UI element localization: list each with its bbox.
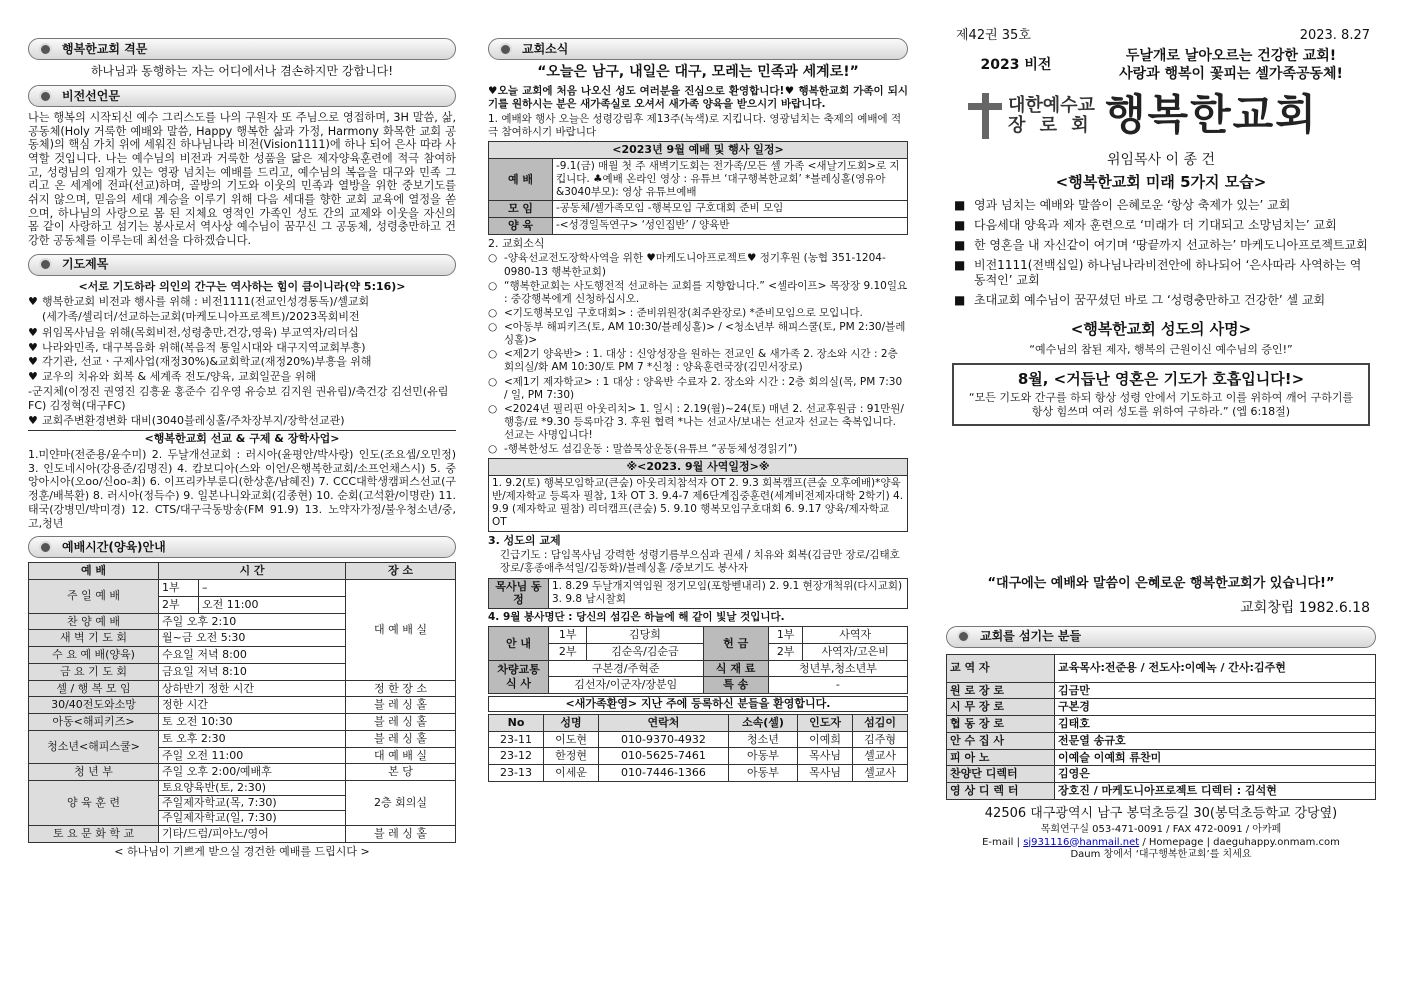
newcomer-col: 소속(셀) — [728, 714, 797, 731]
founded-date: 교회창립 1982.6.18 — [1240, 600, 1370, 616]
homepage: / Homepage | daeguhappy.onmam.com — [1142, 836, 1340, 848]
newcomer-table — [488, 714, 908, 782]
volume-number: 제42권 35호 — [956, 28, 1031, 43]
table-row: 주 일 예 배 1부 – 대 예 배 실 — [29, 580, 456, 597]
table-row: 영 상 디 렉 터 장호진 / 마케도니아프로젝트 디렉터 : 김석현 — [947, 783, 1376, 800]
item-news: 2. 교회소식 — [488, 236, 545, 250]
table-row: 청 년 부 주일 오후 2:00/예배후 본 당 — [29, 764, 456, 781]
table-row: 새 벽 기 도 회 월~금 오전 5:30 — [29, 630, 456, 647]
worship-col: 장 소 — [346, 563, 456, 580]
table-row: 모 임 -공동체/셀가족모임 -행복모임 구호대회 준비 모임 — [489, 201, 908, 218]
daum-search: Daum 창에서 ‘대구행복한교회’를 치세요 — [1070, 849, 1252, 860]
left-column — [28, 38, 456, 861]
table-row: 주일제자학교(일, 7:30) — [29, 811, 456, 826]
newcomer-col: 인도자 — [798, 714, 853, 731]
phone: 목회연구실 053-471-0091 / FAX 472-0091 / 아카페 — [1040, 824, 1282, 835]
prayer-item: -군지체(이정진 권영진 김흥윤 홍준수 김우영 유승보 김지원 권유림)/축건강 김선민(유림FC) 김정혁(대구FC) — [28, 384, 449, 412]
table-row: 양 육 훈 련 토요양육반(토, 2:30) 2층 회의실 — [29, 781, 456, 796]
table-row: 23-11 이도현 010-9370-4932 청소년 이예희 김주형 — [489, 731, 908, 748]
table-row: 주일제자학교(목, 7:30) — [29, 796, 456, 811]
table-row: 예 배 -9.1(금) 매월 첫 주 새벽기도회는 전가족/모든 셀 가족 <새날기도회>로 지킵니다. ♣예배 온라인 영상 : 유튜브 ‘대구행복한교회’ *블레싱홀(영유아&3040부모): 영상 유튜브예배 — [489, 158, 908, 200]
address: 42506 대구광역시 남구 봉덕초등길 30(봉덕초등학교 강당옆) — [984, 805, 1338, 821]
prayer-item: ♥ 위임목사님을 위해(목회비전,성령충만,건강,영육) 부교역자/리더십 — [28, 326, 456, 340]
table-row: 원 로 장 로 김금만 — [947, 682, 1376, 699]
servers-table — [946, 654, 1376, 800]
list-item: ○ “행복한교회는 사도행전적 선교하는 교회를 지향합니다.” <셀라이프> 목장장 9.10일요 : 중강행복에게 신청하십시오. — [488, 280, 908, 306]
item-service: 4. 9월 봉사명단 : 당신의 섬김은 하늘에 해 같이 빛날 것입니다. — [488, 611, 785, 623]
item-worship: 1. 예배와 행사 오늘은 성령강림후 제13주(녹색)로 지킵니다. 영광넘치는 축제의 예배에 적극 참여하시기 바랍니다 — [488, 112, 902, 138]
fellowship-text: 긴급기도 : 담임목사님 강력한 성령기름부으심과 권세 / 치유와 회복(김금만 장로/김태호장로/홍종애추석일/김동화)/블레싱홀 /중보기도 봉사자 — [500, 549, 900, 575]
future-list — [946, 198, 1376, 308]
table-row: 찬양단 디렉터 김영은 — [947, 766, 1376, 783]
section-header-news: 교회소식 — [488, 38, 908, 60]
newcomer-col: 연락처 — [599, 714, 729, 731]
prayer-item: ♥ 교회주변환경변화 대비(3040블레싱홀/주차장부지/장학선교관) — [28, 414, 456, 428]
newcomer-col: 섬김이 — [853, 714, 908, 731]
list-item: ○ <기도행복모임 구호대회> : 준비위원장(최주완장로) *준비모임으로 모입니다. — [488, 307, 908, 320]
denomination-line1: 대한예수교 — [1008, 94, 1095, 116]
schedule-title: <2023년 9월 예배 및 행사 일정> — [489, 142, 908, 159]
issue-date: 2023. 8.27 — [1299, 28, 1370, 43]
table-row: 수 요 예 배(양육) 수요일 저녁 8:00 — [29, 647, 456, 664]
list-item: ○ <2024년 필리핀 아웃리치> 1. 일시 : 2.19(월)~24(토) 매년 2. 선교후원금 : 91만원/행흥/료 *9.30 등록마감 3. 후원 협력 *나는 선교사/보내는 선교자 선교는 축복입니다. 선교는 사명입니다! — [488, 403, 908, 442]
section-header-vision: 비전선언문 — [28, 85, 456, 107]
table-row: 양 육 -<성경일독연구> ‘성인집반’ / 양육반 — [489, 217, 908, 234]
prayer-item: ♥ 각기관, 선교ㆍ구제사업(재정30%)&교회학교(재정20%)부흥을 위해 — [28, 355, 456, 369]
table-row: 시 무 장 로 구본경 — [947, 699, 1376, 716]
item-fellowship: 3. 성도의 교제 — [488, 533, 561, 547]
headline: “오늘은 남구, 내일은 대구, 모레는 민족과 세계로!” — [537, 64, 859, 80]
motto-text: 하나님과 동행하는 자는 어디에서나 겸손하지만 강합니다! — [90, 64, 394, 78]
table-row: 셀 / 행 복 모 임 상하반기 정한 시간 정 한 장 소 — [29, 680, 456, 697]
table-row: 안 내 1부 김당희 헌 금 1부 사역자 — [489, 627, 908, 644]
monthly-verse: “모든 기도와 간구를 하되 항상 성령 안에서 기도하고 이를 위하여 깨어 구하기를 항상 힘쓰며 여러 성도를 위하여 구하라.” (엡 6:18절) — [968, 391, 1354, 418]
cross-logo-icon — [968, 93, 1002, 139]
table-row: 23-13 이세운 010-7446-1366 아동부 목사님 셀교사 — [489, 765, 908, 782]
slogan-2: 사랑과 행복이 꽃피는 셀가족공동체! — [1119, 65, 1343, 82]
prayer-list — [28, 295, 456, 428]
table-row: 교 역 자 교육목사:전준용 / 전도사:이예녹 / 간사:김주현 — [947, 654, 1376, 682]
church-name: 행복한교회 — [1104, 90, 1318, 140]
list-item: ○ -양육선교전도장학사역을 위한 ♥마케도니아프로젝트♥ 정기후원 (농협 351-1204-0980-13 행복한교회) — [488, 252, 908, 278]
list-item: ○ <제1기 제자학교> : 1 대상 : 양육반 수료자 2. 장소와 시간 : 2층 회의실(목, PM 7:30 / 일, PM 7:30) — [488, 376, 908, 402]
section-header-prayer: 기도제목 — [28, 254, 456, 276]
section-header-worship: 예배시간(양육)안내 — [28, 536, 456, 558]
section-header-servers: 교회를 섬기는 분들 — [946, 626, 1376, 648]
list-item: ○ <제2기 양육반> : 1. 대상 : 신앙성장을 원하는 전교인 & 새가족 2. 장소와 시간 : 2층 회의실/화 AM 10:30/토 PM 7 *신청 : 양육훈련국장(김민서장로) — [488, 348, 908, 374]
email-link[interactable]: sj931116@hanmail.net — [1023, 836, 1140, 848]
pastor-name: 위임목사 이 종 건 — [1106, 151, 1216, 168]
table-row: 김선자/이군자/장분임 특 송 - — [489, 677, 908, 694]
daegu-slogan: “대구에는 예배와 말씀이 은혜로운 행복한교회가 있습니다!” — [987, 575, 1335, 591]
list-item: ○ -행복한성도 섬김운동 : 말씀묵상운동(유튜브 “공동체성경읽기”) — [488, 443, 908, 456]
vision-text: 나는 행복의 시작되신 예수 그리스도를 나의 구원자 또 주님으로 영접하며, 3H 말씀, 삶, 공동체(Holy 거룩한 예배와 말씀, Happy 행복한 삶과 가정, Harmony 화목한 교회 공동체)의 핵심 가치 위에 세워진 하나님나라 비전(Vision1111)에 하나 되어 은사 따라 사역할 것입니다. 나는 예수님의 비전과 거룩한 성품을 닮은 제자양육훈련에 적극 참여하고, 성령님의 임재가 있는 영광 넘치는 예배를 드리고, 예수님의 복음을 대구와 민족 그리고 온 세계에 전파(선교)하며, 골방의 기도와 이웃의 민족과 열방을 위한 중보기도를 쉬지 않으며, 믿음의 세대 계승을 이루기 위해 다음 세대를 향한 교회 교육에 열정을 쏟으며, 하나님의 사랑으로 몸 된 지체요 영적인 가족인 성도 간의 교제와 이웃을 자신의 몸 같이 사랑하고 섬기는 봉사로서 역사상 예수님이 꿈꾸신 그 공동체, 성령충만하고 건강한 공동체를 이루는데 최선을 다하겠습니다. — [28, 111, 456, 247]
list-item: ■ 한 영혼을 내 자신같이 여기며 ‘땅끝까지 선교하는’ 마케도니아프로젝트교회 — [954, 238, 1368, 253]
monthly-verse-box — [952, 363, 1370, 426]
prayer-item: ♥ 나라와민족, 대구복음화 위해(복음적 통일시대와 대구지역교회부흥) — [28, 341, 456, 355]
table-row: 30/40전도와소망 정한 시간 블 레 싱 홀 — [29, 697, 456, 714]
prayer-item: (세가족/셀리더/선교하는교회(마케도니아프로젝트)/2023목회비전 — [42, 310, 360, 324]
worship-col: 예 배 — [29, 563, 159, 580]
list-item: ■ 초대교회 예수님이 꿈꾸셨던 바로 그 ‘성령충만하고 건강한’ 셀 교회 — [954, 293, 1368, 308]
welcome-text: ♥오늘 교회에 처음 나오신 성도 여러분을 진심으로 환영합니다!♥ 행복한교회 가족이 되시기를 원하시는 분은 새가족실로 오셔서 새가족 양육을 받으시기 바랍니다. — [488, 84, 908, 110]
denomination-line2: 장 로 회 — [1008, 114, 1093, 136]
table-row: 찬 양 예 배 주일 오후 2:10 — [29, 613, 456, 630]
mission-subtitle: “예수님의 참된 제자, 행복의 근원이신 예수님의 증인!” — [1029, 342, 1293, 356]
mission-title: <행복한교회 선교 & 구제 & 장학사업> — [28, 430, 456, 446]
slogan-1: 두날개로 날아오르는 건강한 교회! — [1125, 48, 1337, 65]
year-vision: 2023 비전 — [980, 57, 1052, 73]
section-header-motto: 행복한교회 격문 — [28, 38, 456, 60]
worship-table — [28, 562, 456, 843]
list-item: ■ 영과 넘치는 예배와 말씀이 은혜로운 ‘항상 축제가 있는’ 교회 — [954, 198, 1368, 213]
service-table — [488, 626, 908, 694]
table-row: 주일 오전 11:00 대 예 배 실 — [29, 747, 456, 764]
table-row: 2부 오전 11:00 — [29, 596, 456, 613]
worship-col: 시 간 — [159, 563, 346, 580]
list-item: ■ 다음세대 양육과 제자 훈련으로 ‘미래가 더 기대되고 소망넘치는’ 교회 — [954, 218, 1368, 233]
middle-column — [488, 38, 908, 782]
table-row: 금 요 기 도 회 금요일 저녁 8:10 — [29, 663, 456, 680]
email-label: E-mail | — [982, 836, 1020, 848]
table-row: 청소년<해피스쿨> 토 오후 2:30 블 레 싱 홀 — [29, 730, 456, 747]
table-row: 아동<해피키즈> 토 오전 10:30 블 레 싱 홀 — [29, 714, 456, 731]
september-schedule — [488, 141, 908, 235]
table-row: 토 요 문 화 학 교 기타/드럼/피아노/영어 블 레 싱 홀 — [29, 826, 456, 843]
table-row: 피 아 노 이예슬 이예희 류찬미 — [947, 749, 1376, 766]
pastor-news: 목사님 동 정 1. 8.29 두날개지역임원 정기모임(포항벧내리) 2. 9.1 현장개척위(다시교회) 3. 9.8 남시찰회 — [488, 578, 908, 610]
newcomer-title: <새가족환영> 지난 주에 등록하신 분들을 환영합니다. — [488, 696, 908, 712]
prayer-item: ♥ 행복한교회 비전과 행사를 위해 : 비전1111(전교인성경통독)/셀교회 — [28, 295, 456, 309]
newcomer-col: 성명 — [544, 714, 599, 731]
list-item: ■ 비전1111(전백십일) 하나님나라비전안에 하나되어 ‘은사따라 사역하는 역동적인’ 교회 — [954, 258, 1368, 288]
table-row: 협 동 장 로 김태호 — [947, 716, 1376, 733]
newcomer-col: No — [489, 714, 544, 731]
table-row: 2부 김순옥/김순금 2부 사역자/고은비 — [489, 643, 908, 660]
mission-title: <행복한교회 성도의 사명> — [1070, 320, 1252, 338]
monthly-title: 8월, <거듭난 영혼은 기도가 호흡입니다!> — [1017, 369, 1305, 388]
list-item: ○ <아동부 해피키즈(토, AM 10:30/블레싱홀)> / <청소년부 해피스쿨(토, PM 2:30/블레싱홀)> — [488, 321, 908, 347]
future-title: <행복한교회 미래 5가지 모습> — [1055, 173, 1267, 192]
prayer-title: <서로 기도하라 의인의 간구는 역사하는 힘이 큼이니라(약 5:16)> — [78, 279, 406, 293]
mission-text: 1.미얀마(전준용/윤수미) 2. 두날개선교회 : 러시아(윤평안/박사랑) 인도(조요셉/오민정) 3. 인도네시아(강용준/김명진) 4. 캄보디아(스와 이언/은행복한교회/소프언채스시) 5. 중앙아시아(오oo/신oo-최) 6. 이프리카부룬디(한상훈/남혜진) 7. CCC대학생캠퍼스선교(구정훈/배복환) 8. 러시아(정득수) 9. 일본나니와교회(김종현) 10. 순회(고석환/이명란) 11. 태국(강병민/박미경) 12. CTS/대구극동방송(FM 91.9) 13. 노약자가정/불우청소년/중,고,청년 — [28, 447, 456, 530]
table-row: 23-12 한정현 010-5625-7461 아동부 목사님 셀교사 — [489, 748, 908, 765]
right-column — [946, 28, 1376, 862]
worship-footer: < 하나님이 기쁘게 받으실 경건한 예배를 드립시다 > — [114, 845, 370, 859]
september-ministry: ※<2023. 9월 사역일정>※ 1. 9.2(토) 행복모임학교(큰숲) 아웃리치참석자 OT 2. 9.3 회복캠프(큰숲 오후예배)*양육반/제자학교 등록자 필참, 1차 OT 3. 9.4-7 제6단계집중훈련(세계비전제자대학 2학기) 4. 9.9 (제자학교 필참) 리더캠프(큰숲) 5. 9.10 행복모임구호대회 6. 9.17 양육/제자학교 OT — [488, 458, 908, 531]
table-row: 안 수 집 사 전문열 송규호 — [947, 732, 1376, 749]
prayer-item: ♥ 교우의 치유와 회복 & 세계족 전도/양육, 교회일꾼을 위해 — [28, 370, 456, 384]
table-row: 차량교통 식 사 구본경/주혁준 식 재 료 청년부,청소년부 — [489, 660, 908, 677]
news-list — [488, 252, 908, 456]
